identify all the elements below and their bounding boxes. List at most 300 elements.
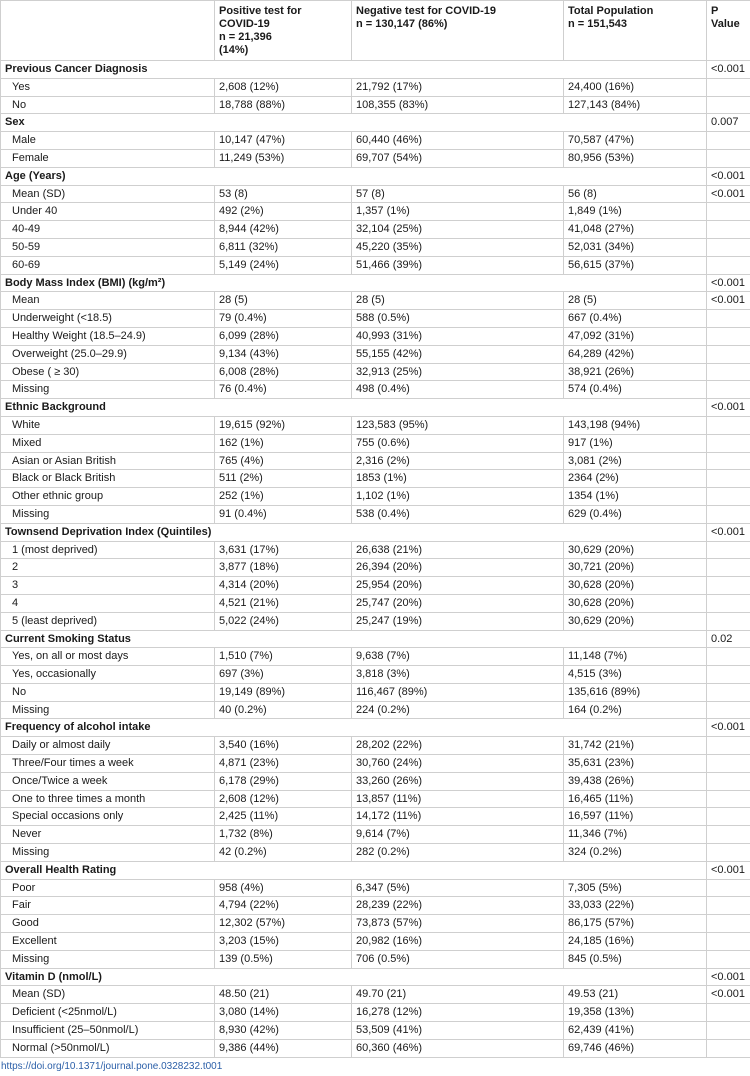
header-positive-line: (14%) <box>219 44 249 56</box>
table-row <box>1 78 750 96</box>
total-cell: 69,746 (46%) <box>564 1039 707 1057</box>
header-total-line: n = 151,543 <box>568 18 628 30</box>
p-value-cell <box>707 470 750 488</box>
negative-cell: 123,583 (95%) <box>352 416 564 434</box>
p-value-cell <box>707 203 750 221</box>
group-label: Ethnic Background <box>1 399 707 417</box>
p-value-cell <box>707 416 750 434</box>
group-header-row <box>1 630 750 648</box>
positive-cell: 76 (0.4%) <box>215 381 352 399</box>
positive-cell: 53 (8) <box>215 185 352 203</box>
p-value-cell <box>707 950 750 968</box>
table-row <box>1 221 750 239</box>
negative-cell: 69,707 (54%) <box>352 149 564 167</box>
positive-cell: 2,608 (12%) <box>215 790 352 808</box>
positive-cell: 48.50 (21) <box>215 986 352 1004</box>
positive-cell: 6,099 (28%) <box>215 327 352 345</box>
negative-cell: 9,614 (7%) <box>352 826 564 844</box>
negative-cell: 13,857 (11%) <box>352 790 564 808</box>
total-cell: 1354 (1%) <box>564 488 707 506</box>
row-label: Mean <box>1 292 215 310</box>
table-row <box>1 666 750 684</box>
negative-cell: 53,509 (41%) <box>352 1022 564 1040</box>
row-label: 4 <box>1 594 215 612</box>
p-value-cell: <0.001 <box>707 274 750 292</box>
row-label: Poor <box>1 879 215 897</box>
row-label: Asian or Asian British <box>1 452 215 470</box>
p-value-cell <box>707 1022 750 1040</box>
total-cell: 35,631 (23%) <box>564 755 707 773</box>
row-label: No <box>1 96 215 114</box>
row-label: Normal (>50nmol/L) <box>1 1039 215 1057</box>
row-label: Healthy Weight (18.5–24.9) <box>1 327 215 345</box>
p-value-cell <box>707 363 750 381</box>
row-label: 40-49 <box>1 221 215 239</box>
positive-cell: 958 (4%) <box>215 879 352 897</box>
total-cell: 164 (0.2%) <box>564 701 707 719</box>
negative-cell: 1853 (1%) <box>352 470 564 488</box>
positive-cell: 10,147 (47%) <box>215 132 352 150</box>
header-row <box>1 1 750 61</box>
p-value-cell: <0.001 <box>707 986 750 1004</box>
p-value-cell <box>707 238 750 256</box>
total-cell: 917 (1%) <box>564 434 707 452</box>
table-row <box>1 416 750 434</box>
header-positive-line: COVID-19 <box>219 18 270 30</box>
total-cell: 33,033 (22%) <box>564 897 707 915</box>
table-row <box>1 594 750 612</box>
p-value-cell <box>707 541 750 559</box>
total-cell: 19,358 (13%) <box>564 1004 707 1022</box>
p-value-cell: 0.007 <box>707 114 750 132</box>
total-cell: 1,849 (1%) <box>564 203 707 221</box>
row-label: Black or Black British <box>1 470 215 488</box>
table-row <box>1 96 750 114</box>
header-negative-cell <box>352 1 564 61</box>
p-value-cell <box>707 256 750 274</box>
row-label: 1 (most deprived) <box>1 541 215 559</box>
positive-cell: 79 (0.4%) <box>215 310 352 328</box>
table-row <box>1 292 750 310</box>
negative-cell: 20,982 (16%) <box>352 933 564 951</box>
header-label-cell <box>1 1 215 61</box>
positive-cell: 4,521 (21%) <box>215 594 352 612</box>
p-value-cell <box>707 221 750 239</box>
p-value-cell: <0.001 <box>707 968 750 986</box>
positive-cell: 28 (5) <box>215 292 352 310</box>
table-row <box>1 256 750 274</box>
total-cell: 30,628 (20%) <box>564 594 707 612</box>
p-value-cell <box>707 683 750 701</box>
p-value-cell <box>707 559 750 577</box>
table-row <box>1 132 750 150</box>
group-label: Townsend Deprivation Index (Quintiles) <box>1 523 707 541</box>
row-label: Insufficient (25–50nmol/L) <box>1 1022 215 1040</box>
row-label: Overweight (25.0–29.9) <box>1 345 215 363</box>
p-value-cell <box>707 772 750 790</box>
table-row <box>1 915 750 933</box>
table-row <box>1 238 750 256</box>
p-value-cell: <0.001 <box>707 861 750 879</box>
row-label: Female <box>1 149 215 167</box>
p-value-cell <box>707 790 750 808</box>
positive-cell: 697 (3%) <box>215 666 352 684</box>
group-header-row <box>1 523 750 541</box>
row-label: Missing <box>1 701 215 719</box>
total-cell: 52,031 (34%) <box>564 238 707 256</box>
p-value-cell: <0.001 <box>707 719 750 737</box>
total-cell: 39,438 (26%) <box>564 772 707 790</box>
total-cell: 24,185 (16%) <box>564 933 707 951</box>
negative-cell: 32,104 (25%) <box>352 221 564 239</box>
row-label: Yes, on all or most days <box>1 648 215 666</box>
negative-cell: 2,316 (2%) <box>352 452 564 470</box>
p-value-cell <box>707 755 750 773</box>
table-row <box>1 488 750 506</box>
positive-cell: 12,302 (57%) <box>215 915 352 933</box>
p-value-cell <box>707 648 750 666</box>
positive-cell: 9,386 (44%) <box>215 1039 352 1057</box>
table-row <box>1 452 750 470</box>
p-value-cell <box>707 737 750 755</box>
positive-cell: 2,425 (11%) <box>215 808 352 826</box>
positive-cell: 3,631 (17%) <box>215 541 352 559</box>
total-cell: 62,439 (41%) <box>564 1022 707 1040</box>
row-label: Excellent <box>1 933 215 951</box>
negative-cell: 73,873 (57%) <box>352 915 564 933</box>
total-cell: 49.53 (21) <box>564 986 707 1004</box>
group-header-row <box>1 114 750 132</box>
total-cell: 2364 (2%) <box>564 470 707 488</box>
total-cell: 80,956 (53%) <box>564 149 707 167</box>
negative-cell: 14,172 (11%) <box>352 808 564 826</box>
group-header-row <box>1 274 750 292</box>
p-value-cell <box>707 381 750 399</box>
positive-cell: 2,608 (12%) <box>215 78 352 96</box>
positive-cell: 8,930 (42%) <box>215 1022 352 1040</box>
group-header-row <box>1 861 750 879</box>
group-header-row <box>1 719 750 737</box>
total-cell: 64,289 (42%) <box>564 345 707 363</box>
row-label: 50-59 <box>1 238 215 256</box>
total-cell: 28 (5) <box>564 292 707 310</box>
table-row <box>1 612 750 630</box>
negative-cell: 28 (5) <box>352 292 564 310</box>
negative-cell: 706 (0.5%) <box>352 950 564 968</box>
row-label: Three/Four times a week <box>1 755 215 773</box>
group-label: Overall Health Rating <box>1 861 707 879</box>
row-label: Yes <box>1 78 215 96</box>
positive-cell: 139 (0.5%) <box>215 950 352 968</box>
positive-cell: 765 (4%) <box>215 452 352 470</box>
header-total-cell <box>564 1 707 61</box>
group-header-row <box>1 968 750 986</box>
row-label: 60-69 <box>1 256 215 274</box>
row-label: One to three times a month <box>1 790 215 808</box>
group-header-row <box>1 167 750 185</box>
table-row <box>1 897 750 915</box>
positive-cell: 3,080 (14%) <box>215 1004 352 1022</box>
total-cell: 30,629 (20%) <box>564 612 707 630</box>
row-label: Missing <box>1 844 215 862</box>
negative-cell: 49.70 (21) <box>352 986 564 1004</box>
negative-cell: 108,355 (83%) <box>352 96 564 114</box>
p-value-cell <box>707 434 750 452</box>
positive-cell: 91 (0.4%) <box>215 505 352 523</box>
p-value-cell <box>707 844 750 862</box>
negative-cell: 755 (0.6%) <box>352 434 564 452</box>
total-cell: 56,615 (37%) <box>564 256 707 274</box>
positive-cell: 4,871 (23%) <box>215 755 352 773</box>
positive-cell: 8,944 (42%) <box>215 221 352 239</box>
negative-cell: 55,155 (42%) <box>352 345 564 363</box>
table-row <box>1 933 750 951</box>
row-label: 2 <box>1 559 215 577</box>
total-cell: 16,465 (11%) <box>564 790 707 808</box>
table-row <box>1 826 750 844</box>
table-row <box>1 541 750 559</box>
total-cell: 324 (0.2%) <box>564 844 707 862</box>
row-label: Daily or almost daily <box>1 737 215 755</box>
negative-cell: 28,202 (22%) <box>352 737 564 755</box>
table-row <box>1 434 750 452</box>
table-row <box>1 648 750 666</box>
negative-cell: 116,467 (89%) <box>352 683 564 701</box>
negative-cell: 3,818 (3%) <box>352 666 564 684</box>
table-row <box>1 844 750 862</box>
table-row <box>1 950 750 968</box>
table-row <box>1 203 750 221</box>
total-cell: 31,742 (21%) <box>564 737 707 755</box>
p-value-cell <box>707 808 750 826</box>
positive-cell: 3,877 (18%) <box>215 559 352 577</box>
header-negative-line: n = 130,147 (86%) <box>356 18 448 30</box>
negative-cell: 33,260 (26%) <box>352 772 564 790</box>
negative-cell: 1,357 (1%) <box>352 203 564 221</box>
total-cell: 47,092 (31%) <box>564 327 707 345</box>
table-row <box>1 559 750 577</box>
positive-cell: 4,314 (20%) <box>215 577 352 595</box>
row-label: Mean (SD) <box>1 986 215 1004</box>
total-cell: 143,198 (94%) <box>564 416 707 434</box>
positive-cell: 42 (0.2%) <box>215 844 352 862</box>
total-cell: 30,629 (20%) <box>564 541 707 559</box>
table-row <box>1 1039 750 1057</box>
table-row <box>1 363 750 381</box>
p-value-cell: <0.001 <box>707 399 750 417</box>
negative-cell: 28,239 (22%) <box>352 897 564 915</box>
positive-cell: 4,794 (22%) <box>215 897 352 915</box>
positive-cell: 19,149 (89%) <box>215 683 352 701</box>
negative-cell: 498 (0.4%) <box>352 381 564 399</box>
total-cell: 38,921 (26%) <box>564 363 707 381</box>
group-label: Body Mass Index (BMI) (kg/m²) <box>1 274 707 292</box>
row-label: Underweight (<18.5) <box>1 310 215 328</box>
p-value-cell <box>707 327 750 345</box>
table-row <box>1 345 750 363</box>
table-row <box>1 737 750 755</box>
positive-cell: 492 (2%) <box>215 203 352 221</box>
p-value-cell <box>707 879 750 897</box>
table-row <box>1 790 750 808</box>
total-cell: 30,721 (20%) <box>564 559 707 577</box>
positive-cell: 3,540 (16%) <box>215 737 352 755</box>
group-label: Vitamin D (nmol/L) <box>1 968 707 986</box>
p-value-cell <box>707 1004 750 1022</box>
row-label: Mean (SD) <box>1 185 215 203</box>
total-cell: 11,346 (7%) <box>564 826 707 844</box>
row-label: Missing <box>1 950 215 968</box>
row-label: Other ethnic group <box>1 488 215 506</box>
row-label: Never <box>1 826 215 844</box>
total-cell: 86,175 (57%) <box>564 915 707 933</box>
positive-cell: 6,008 (28%) <box>215 363 352 381</box>
header-positive-line: Positive test for <box>219 5 302 17</box>
negative-cell: 25,247 (19%) <box>352 612 564 630</box>
negative-cell: 25,747 (20%) <box>352 594 564 612</box>
header-positive-line: n = 21,396 <box>219 31 272 43</box>
positive-cell: 5,022 (24%) <box>215 612 352 630</box>
total-cell: 4,515 (3%) <box>564 666 707 684</box>
row-label: Mixed <box>1 434 215 452</box>
row-label: 3 <box>1 577 215 595</box>
p-value-cell <box>707 505 750 523</box>
group-header-row <box>1 61 750 79</box>
positive-cell: 1,510 (7%) <box>215 648 352 666</box>
table-row <box>1 310 750 328</box>
negative-cell: 45,220 (35%) <box>352 238 564 256</box>
negative-cell: 57 (8) <box>352 185 564 203</box>
negative-cell: 26,638 (21%) <box>352 541 564 559</box>
row-label: White <box>1 416 215 434</box>
positive-cell: 1,732 (8%) <box>215 826 352 844</box>
positive-cell: 162 (1%) <box>215 434 352 452</box>
p-value-cell <box>707 594 750 612</box>
negative-cell: 1,102 (1%) <box>352 488 564 506</box>
negative-cell: 224 (0.2%) <box>352 701 564 719</box>
negative-cell: 40,993 (31%) <box>352 327 564 345</box>
row-label: Missing <box>1 381 215 399</box>
row-label: Deficient (<25nmol/L) <box>1 1004 215 1022</box>
positive-cell: 252 (1%) <box>215 488 352 506</box>
p-value-cell <box>707 666 750 684</box>
p-value-cell <box>707 612 750 630</box>
row-label: Under 40 <box>1 203 215 221</box>
p-value-cell <box>707 78 750 96</box>
p-value-cell <box>707 452 750 470</box>
positive-cell: 9,134 (43%) <box>215 345 352 363</box>
table-row <box>1 505 750 523</box>
total-cell: 41,048 (27%) <box>564 221 707 239</box>
row-label: Good <box>1 915 215 933</box>
table-row <box>1 470 750 488</box>
p-value-cell <box>707 826 750 844</box>
table-row <box>1 808 750 826</box>
row-label: No <box>1 683 215 701</box>
p-value-cell: 0.02 <box>707 630 750 648</box>
table-row <box>1 185 750 203</box>
negative-cell: 30,760 (24%) <box>352 755 564 773</box>
table-row <box>1 986 750 1004</box>
p-value-cell <box>707 132 750 150</box>
group-label: Sex <box>1 114 707 132</box>
negative-cell: 26,394 (20%) <box>352 559 564 577</box>
p-value-cell <box>707 1039 750 1057</box>
positive-cell: 5,149 (24%) <box>215 256 352 274</box>
positive-cell: 6,811 (32%) <box>215 238 352 256</box>
positive-cell: 511 (2%) <box>215 470 352 488</box>
row-label: Yes, occasionally <box>1 666 215 684</box>
negative-cell: 16,278 (12%) <box>352 1004 564 1022</box>
row-label: Special occasions only <box>1 808 215 826</box>
table-row <box>1 381 750 399</box>
negative-cell: 25,954 (20%) <box>352 577 564 595</box>
table-row <box>1 1004 750 1022</box>
p-value-cell: <0.001 <box>707 167 750 185</box>
p-value-cell <box>707 897 750 915</box>
table-row <box>1 683 750 701</box>
table-row <box>1 755 750 773</box>
total-cell: 3,081 (2%) <box>564 452 707 470</box>
total-cell: 667 (0.4%) <box>564 310 707 328</box>
row-label: 5 (least deprived) <box>1 612 215 630</box>
p-value-cell: <0.001 <box>707 523 750 541</box>
positive-cell: 40 (0.2%) <box>215 701 352 719</box>
negative-cell: 60,360 (46%) <box>352 1039 564 1057</box>
p-value-cell <box>707 149 750 167</box>
table-row <box>1 149 750 167</box>
p-value-cell <box>707 915 750 933</box>
negative-cell: 6,347 (5%) <box>352 879 564 897</box>
p-value-cell <box>707 310 750 328</box>
negative-cell: 538 (0.4%) <box>352 505 564 523</box>
table-row <box>1 879 750 897</box>
p-value-cell <box>707 933 750 951</box>
header-positive-cell <box>215 1 352 61</box>
negative-cell: 282 (0.2%) <box>352 844 564 862</box>
total-cell: 70,587 (47%) <box>564 132 707 150</box>
group-header-row <box>1 399 750 417</box>
table-row <box>1 701 750 719</box>
total-cell: 135,616 (89%) <box>564 683 707 701</box>
negative-cell: 51,466 (39%) <box>352 256 564 274</box>
table-row <box>1 1022 750 1040</box>
header-negative-line: Negative test for COVID-19 <box>356 5 496 17</box>
p-value-cell <box>707 577 750 595</box>
doi-link[interactable]: https://doi.org/10.1371/journal.pone.0328232.t001 <box>1 1060 223 1072</box>
p-value-cell: <0.001 <box>707 61 750 79</box>
p-value-cell <box>707 345 750 363</box>
row-label: Fair <box>1 897 215 915</box>
group-label: Frequency of alcohol intake <box>1 719 707 737</box>
table-row <box>1 327 750 345</box>
total-cell: 11,148 (7%) <box>564 648 707 666</box>
header-p-value-cell: P Value <box>707 1 750 61</box>
total-cell: 30,628 (20%) <box>564 577 707 595</box>
row-label: Once/Twice a week <box>1 772 215 790</box>
negative-cell: 9,638 (7%) <box>352 648 564 666</box>
total-cell: 845 (0.5%) <box>564 950 707 968</box>
total-cell: 24,400 (16%) <box>564 78 707 96</box>
total-cell: 629 (0.4%) <box>564 505 707 523</box>
p-value-cell: <0.001 <box>707 292 750 310</box>
p-value-cell <box>707 701 750 719</box>
header-total-line: Total Population <box>568 5 654 17</box>
negative-cell: 32,913 (25%) <box>352 363 564 381</box>
p-value-cell <box>707 96 750 114</box>
total-cell: 574 (0.4%) <box>564 381 707 399</box>
positive-cell: 19,615 (92%) <box>215 416 352 434</box>
